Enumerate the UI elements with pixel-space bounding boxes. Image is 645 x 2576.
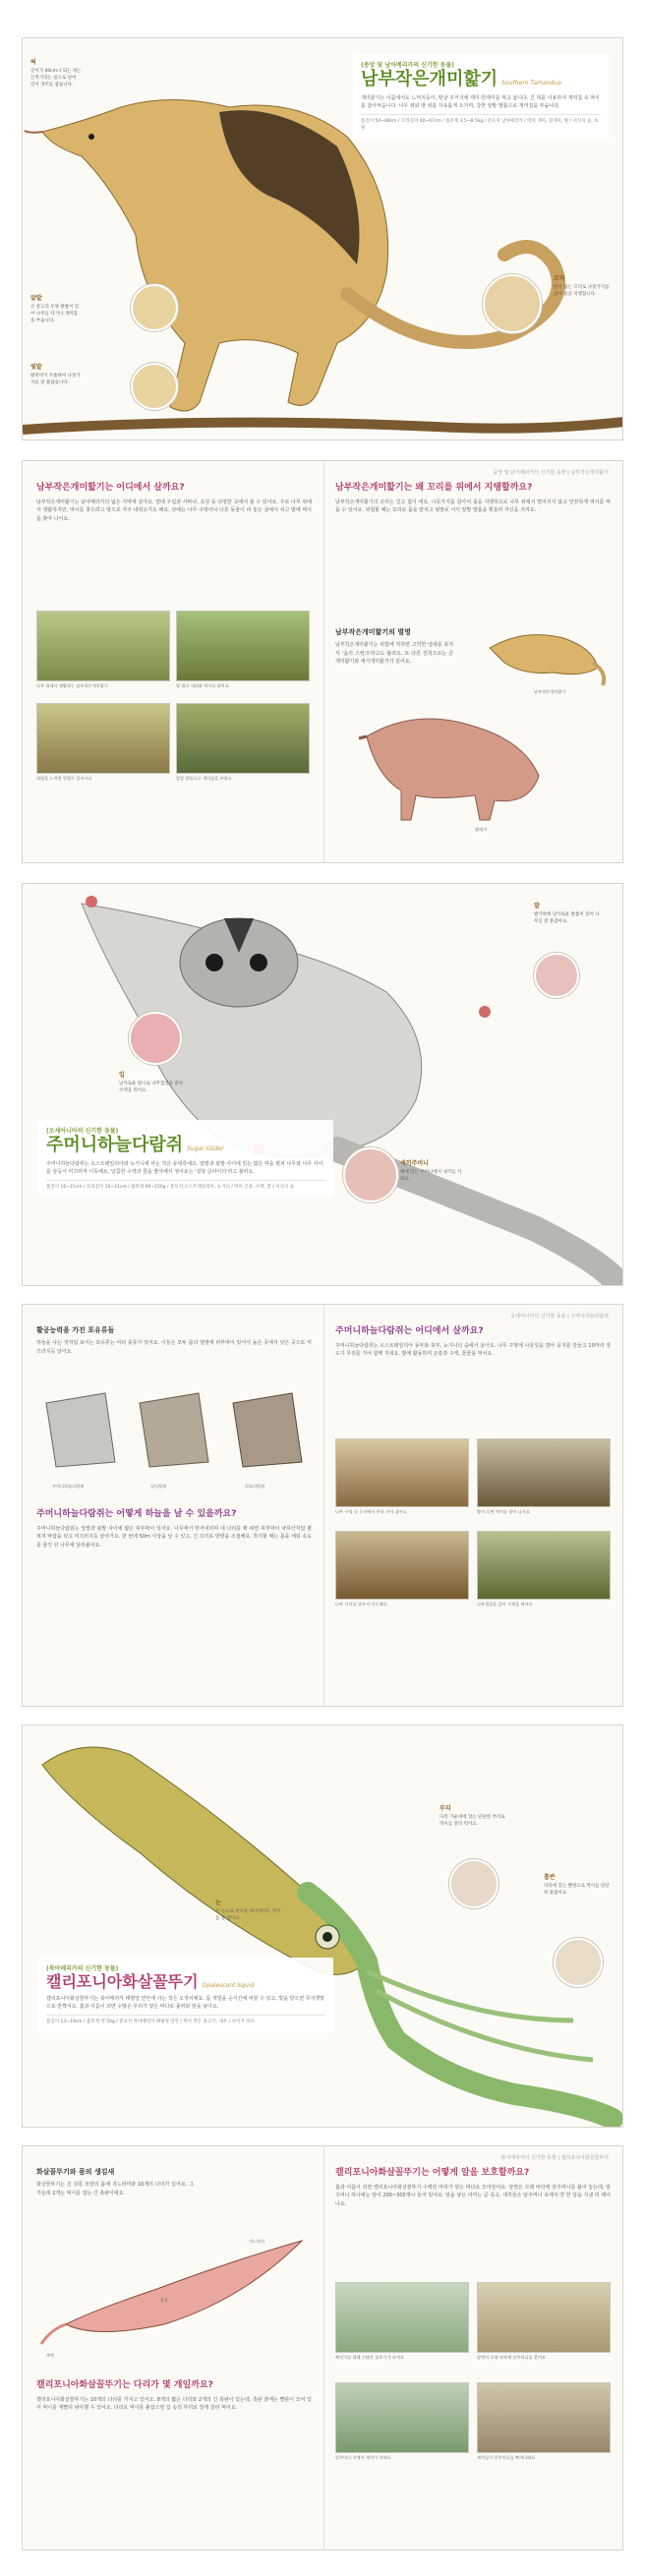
callout-label: 꼬리 xyxy=(554,275,565,282)
habitat-scene-4 xyxy=(477,1531,611,1600)
habitat-scene-3 xyxy=(36,703,170,774)
scene-caption: 위험을 느끼면 뒷발로 일어서요 xyxy=(36,776,92,781)
callout-text: 큰 눈으로 어두운 바다에서도 먹이를 잘 찾아요. xyxy=(215,1909,281,1921)
eggs-scene-4 xyxy=(477,2382,611,2453)
scene-caption: 나무껍질을 갉아 수액을 먹어요 xyxy=(477,1602,533,1607)
beak-detail-circle xyxy=(449,1859,498,1908)
mouth-detail-circle xyxy=(129,1012,182,1065)
aardvark-caption: 땅돼지 xyxy=(475,827,488,832)
scene-caption: 나무 사이를 날아서 이동해요 xyxy=(335,1602,387,1607)
habitat-column xyxy=(36,483,312,523)
sugar-glider-title-block xyxy=(38,1120,333,1197)
nickname-title: 남부작은개미핥기의 별명 xyxy=(335,628,411,636)
callout-tongue xyxy=(30,58,82,88)
info-strip: 몸길이 16~21cm / 꼬리길이 16~21cm / 몸무게 90~150g / 분포지 오스트레일리아, 뉴기니 / 먹이 곤충, 수액, 꿀 / 서식지 숲 xyxy=(46,1180,325,1192)
habitat-text: 남부작은개미핥기는 남아메리카의 넓은 지역에 살아요. 열대 우림과 사바나, 초원 등 다양한 곳에서 볼 수 있어요. 주로 나무 위에서 생활하지만, 먹이를 찾으려고 땅으로 자주 내려오기도 해요. 낮에는 나무 구멍이나 다른 동물이 파 놓은 굴에서 쉬고 밤에 먹이를 찾아 나서요. xyxy=(36,498,312,522)
page-title: 주머니하늘다람쥐 xyxy=(46,1135,184,1155)
callout-eye xyxy=(215,1899,284,1923)
section-tag: (북아메리카의 신기한 동물) xyxy=(46,1965,119,1972)
running-head: 오세아니아의 신기한 동물 | 주머니하늘다람쥐 xyxy=(510,1314,609,1319)
squid-illustration xyxy=(23,1726,623,2128)
eggs-heading: 캘리포니아화살꼴뚜기는 어떻게 알을 보호할까요? xyxy=(335,2168,530,2178)
spread-sugar-glider xyxy=(22,883,623,1286)
running-head: 북아메리카의 신기한 동물 | 캘리포니아화살꼴뚜기 xyxy=(500,2155,609,2161)
callout-text: 털이 없는 꼬리로 나뭇가지를 감아 몸을 지탱합니다. xyxy=(554,285,610,297)
sucker-detail-circle xyxy=(554,1938,603,1987)
eggs-scene-3 xyxy=(335,2382,469,2453)
callout-text: 날카로운 앞니로 나무껍질을 갉아 수액을 먹어요. xyxy=(119,1082,184,1093)
eggs-column xyxy=(335,2168,611,2208)
habitat-scene-2 xyxy=(176,611,310,681)
callout-text: 다리에 있는 빨판으로 먹이를 단단히 붙잡아요. xyxy=(544,1884,610,1896)
scene-caption: 암컷이 모래 바닥에 알주머니를 붙여요 xyxy=(477,2355,547,2360)
spread-squid xyxy=(22,1725,623,2128)
callout-label: 혀 xyxy=(30,59,36,66)
habitat-column xyxy=(335,1326,611,1359)
callout-sucker xyxy=(544,1873,613,1898)
callout-text: 다리 가운데에 있는 단단한 부리로 먹이를 잘라 먹어요. xyxy=(440,1815,505,1827)
callout-label: 뒷발 xyxy=(30,364,42,371)
callout-label: 새끼주머니 xyxy=(400,1160,429,1167)
gliding-column xyxy=(36,1509,312,1550)
anatomy-title: 화살꼴뚜기와 몸의 생김새 xyxy=(36,2168,115,2176)
callout-mouth xyxy=(119,1071,188,1095)
info-strip: 몸길이 13~19cm / 몸무게 약 50g / 분포지 북아메리카 태평양 연안 / 먹이 작은 물고기, 새우 / 서식지 바다 xyxy=(46,2015,325,2026)
legs-heading: 캘리포니아화살꼴뚜기는 다리가 몇 개일까요? xyxy=(36,2380,213,2390)
tamandua-caption: 남부작은개미핥기 xyxy=(534,689,566,694)
running-head: 중앙 및 남아메리카의 신기한 동물 | 남부작은개미핥기 xyxy=(493,470,609,476)
description: 캘리포니아화살꼴뚜기는 북아메리카 태평양 연안에 사는 작은 오징어예요. 몸 색깔을 순식간에 바꿀 수 있고, 빛을 받으면 무지갯빛으로 반짝여요. 봄과 여름이 되면 수많은 무리가 얕은 바다로 몰려와 알을 낳아요. xyxy=(46,1996,325,2011)
callout-label: 부리 xyxy=(440,1805,451,1812)
callout-forefoot xyxy=(30,294,82,324)
aardvark-illustration xyxy=(357,697,554,825)
callout-label: 입 xyxy=(119,1072,125,1079)
scene-caption: 땅 위로 내려와 먹이를 찾아요 xyxy=(176,683,229,688)
scene-caption: 나무 구멍 속 둥지에서 무리 지어 쉬어요 xyxy=(335,1509,407,1514)
callout-label: 앞발 xyxy=(30,295,42,302)
habitat-scene-3 xyxy=(335,1531,469,1600)
spread-tamandua-habitat xyxy=(22,460,623,863)
habitat-scene-1 xyxy=(36,611,170,681)
callout-label: 눈 xyxy=(215,1900,221,1906)
callout-pouch xyxy=(400,1159,465,1184)
scene-caption: 새끼들이 알주머니를 빠져나와요 xyxy=(477,2455,536,2460)
legs-column xyxy=(36,2380,312,2413)
sugar-glider-illustration xyxy=(23,884,623,1286)
spread-tamandua xyxy=(22,37,623,440)
squid-title-block xyxy=(38,1958,333,2032)
foot-detail-circle xyxy=(534,953,579,998)
callout-foot xyxy=(534,902,603,926)
anatomy-label: 지느러미 xyxy=(249,2239,265,2244)
info-strip: 몸길이 54~88cm / 꼬리길이 40~67cm / 몸무게 3.5~8.5kg / 분포지 남아메리카 / 먹이 개미, 흰개미, 벌 / 서식지 숲, 초원 xyxy=(361,114,601,133)
eggs-scene-2 xyxy=(477,2282,611,2353)
anatomy-label: 몸통 xyxy=(160,2298,169,2303)
nickname-text: 남부작은개미핥기는 위험에 처하면 고약한 냄새를 풍겨서 '숲의 스컹크'라고도 불려요. 또 다른 친척으로는 큰개미핥기와 애기개미핥기가 있어요. xyxy=(335,642,453,666)
nickname-box xyxy=(335,628,453,667)
section-tag: (중앙 및 남아메리카의 신기한 동물) xyxy=(361,62,454,69)
page-title: 남부작은개미핥기 xyxy=(361,69,498,89)
callout-text: 길이가 40cm나 되는 혀는 끈적거리는 침으로 덮여 있어 개미를 잡습니다. xyxy=(30,69,82,88)
scene-caption: 나무 위에서 생활하는 남부작은개미핥기 xyxy=(36,683,108,688)
pouch-detail-circle xyxy=(343,1147,398,1202)
spread-squid-eggs xyxy=(22,2145,623,2550)
english-name: Opalescent Squid xyxy=(202,1982,255,1989)
gliding-heading: 주머니하늘다람쥐는 어떻게 하늘을 날 수 있을까요? xyxy=(36,1509,237,1519)
glider-comparison-illustration xyxy=(36,1374,312,1482)
tail-text: 남부작은개미핥기의 꼬리는 길고 힘이 세요. 나뭇가지를 감아서 몸을 지탱하므로 나무 위에서 떨어지지 않고 안전하게 먹이를 먹을 수 있어요. 위험할 때는 꼬리로 몸을 받치고 뒷발로 서서 앞발 발톱을 휘둘러 자신을 지켜요. xyxy=(335,498,611,514)
callout-text: 발가락에 날카로운 발톱이 있어 나무를 잘 붙잡아요. xyxy=(534,912,600,924)
glider-label: 하늘다람쥐 xyxy=(245,1484,265,1489)
callout-hindfoot xyxy=(30,363,82,387)
callout-beak xyxy=(440,1804,508,1829)
legs-text: 캘리포니아화살꼴뚜기는 10개의 다리를 가지고 있어요. 8개의 짧은 다리와 2개의 긴 촉완이 있는데, 촉완 끝에는 빨판이 모여 있어 먹이를 재빨리 낚아챌 수 있어요. 다리로 먹이를 붙잡으면 입 속의 부리로 잘게 잘라 먹어요. xyxy=(36,2396,312,2412)
gliding-text: 주머니하늘다람쥐는 앞발과 뒷발 사이에 얇은 피부막이 있어요. 나무에서 뛰어내리며 네 다리를 쫙 펴면 피부막이 낙하산처럼 펼쳐져 바람을 타고 미끄러지듯 날아가요. 한 번에 50m 이상을 날 수 있고, 긴 꼬리로 방향을 조절해요. 착지할 때는 몸을 세워 속도를 줄인 뒤 나무에 달라붙어요. xyxy=(36,1525,312,1549)
tail-detail-circle xyxy=(483,274,542,333)
scene-caption: 밤이 되면 먹이를 찾아 나서요 xyxy=(477,1509,530,1514)
tail-heading: 남부작은개미핥기는 왜 꼬리를 위에서 지탱할까요? xyxy=(335,483,533,493)
hindfoot-detail-circle xyxy=(131,363,178,410)
gliders-title: 활공능력을 가진 포유류들 xyxy=(36,1326,115,1334)
scene-caption: 짝짓기를 위해 수많은 꼴뚜기가 모여요 xyxy=(335,2355,405,2360)
scene-caption: 알주머니 속에서 새끼가 자라요 xyxy=(335,2455,391,2460)
spread-sugar-glider-gliding xyxy=(22,1304,623,1707)
habitat-scene-2 xyxy=(477,1438,611,1507)
page-title: 캘리포니아화살꼴뚜기 xyxy=(46,1972,199,1991)
habitat-scene-4 xyxy=(176,703,310,774)
english-name: Sugar Glider xyxy=(187,1145,224,1152)
callout-text: 큰 갈고리 모양 발톱이 있어 나무를 타거나 개미집을 부숩니다. xyxy=(30,305,80,323)
glider-label: 주머니하늘다람쥐 xyxy=(52,1484,85,1489)
callout-label: 발 xyxy=(534,903,540,909)
gliders-text: 하늘을 나는 것처럼 보이는 포유류는 여러 종류가 있어요. 이들은 모두 몸의 양옆에 피부막이 있어서 높은 곳에서 낮은 곳으로 미끄러지듯 날아요. xyxy=(36,1340,312,1355)
callout-label: 흡반 xyxy=(544,1874,556,1881)
forefoot-detail-circle xyxy=(131,284,178,331)
callout-tail xyxy=(554,274,613,299)
anatomy-box xyxy=(36,2168,194,2197)
section-tag: (오세아니아의 신기한 동물) xyxy=(46,1128,119,1135)
callout-text: 배에 있는 주머니에서 새끼를 키워요. xyxy=(400,1170,462,1182)
eggs-text: 봄과 여름이 되면 캘리포니아화살꼴뚜기 수백만 마리가 얕은 바다로 모여들어요. 암컷은 모래 바닥에 알주머니를 붙여 놓는데, 알주머니 하나에는 알이 200~300개나 들어 있어요. 알을 낳은 어미는 곧 죽고, 새끼들은 알주머니 속에서 약 한 달을 지낸 뒤 깨어나요. xyxy=(335,2184,611,2207)
anatomy-text: 화살꼴뚜기는 긴 원통 모양의 몸에 지느러미와 10개의 다리가 있어요. 그 가운데 2개는 먹이를 잡는 긴 촉완이에요. xyxy=(36,2182,194,2196)
scene-caption: 앞발 발톱으로 개미집을 부숴요 xyxy=(176,776,232,781)
squid-anatomy-illustration xyxy=(36,2231,312,2349)
habitat-heading: 남부작은개미핥기는 어디에서 살까요? xyxy=(36,483,185,493)
tail-column xyxy=(335,483,611,515)
anatomy-label: 촉완 xyxy=(46,2353,55,2358)
tamandua-title-block xyxy=(353,54,609,139)
habitat-heading: 주머니하늘다람쥐는 어디에서 살까요? xyxy=(335,1326,484,1336)
english-name: Southern Tamandua xyxy=(501,80,561,87)
glider-label: 날다람쥐 xyxy=(150,1484,167,1489)
eggs-scene-1 xyxy=(335,2282,469,2353)
description: 주머니하늘다람쥐는 오스트레일리아와 뉴기니에 사는 작은 유대류예요. 앞발과 뒷발 사이에 있는 얇은 막을 펼쳐 나무와 나무 사이를 날듯이 미끄러져 이동해요. 달콤한 수액과 꿀을 좋아해서 영어로는 '설탕 글라이더'라고 불러요. xyxy=(46,1160,323,1175)
habitat-text: 주머니하늘다람쥐는 오스트레일리아 동부와 북부, 뉴기니의 숲에서 살아요. 나무 구멍에 나뭇잎을 깔아 둥지를 만들고 10마리 정도가 무리를 지어 함께 지내요. 밤에 활동하며 곤충과 수액, 꽃꿀을 먹어요. xyxy=(335,1342,611,1358)
habitat-scene-1 xyxy=(335,1438,469,1507)
tamandua-small-illustration xyxy=(485,618,613,687)
description: 개미핥기는 이름에서도 느껴지듯이, 땅굴 주거지에 개미·흰개미를 먹고 삽니다. 긴 혀를 이용하여 개미집 속 먹이를 잡아먹습니다. 나무 위와 땅 위를 자유롭게 오가며, 강한 앞발 발톱으로 개미집을 부숩니다. xyxy=(361,94,600,109)
gliders-box xyxy=(36,1326,312,1356)
callout-text: 발바닥이 두툼하여 나뭇가지를 잘 붙잡습니다. xyxy=(30,374,81,385)
